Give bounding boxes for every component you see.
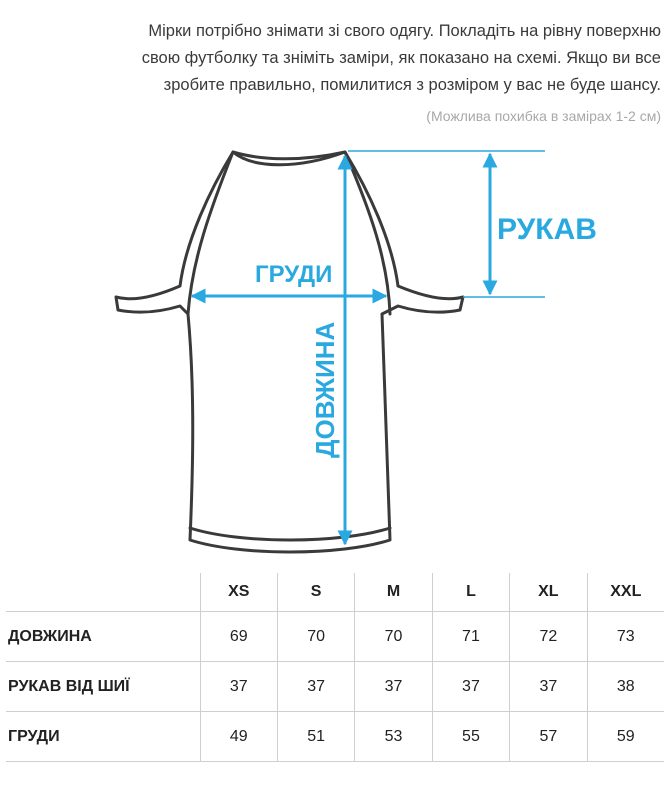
size-header-xs: XS [200, 573, 277, 612]
intro-line-2: свою футболку та зніміть заміри, як показано на схемі. Якщо ви все [141, 49, 661, 67]
length-label: ДОВЖИНА [310, 321, 340, 458]
intro-line-3: зробите правильно, помилитися з розміром у вас не буде шансу. [163, 76, 661, 94]
table-cell: 37 [200, 662, 277, 712]
table-cell: 55 [432, 712, 509, 762]
table-cell: 72 [510, 612, 587, 662]
table-cell: 53 [355, 712, 432, 762]
size-header-s: S [277, 573, 354, 612]
table-cell: 57 [510, 712, 587, 762]
row-label: РУКАВ ВІД ШИЇ [6, 662, 200, 712]
size-header-xl: XL [510, 573, 587, 612]
chest-measurement [192, 261, 386, 296]
table-cell: 49 [200, 712, 277, 762]
row-label: ДОВЖИНА [6, 612, 200, 662]
table-cell: 38 [587, 662, 664, 712]
table-cell: 37 [432, 662, 509, 712]
intro-text [21, 18, 661, 99]
tshirt-outline [116, 152, 463, 552]
table-cell: 51 [277, 712, 354, 762]
size-header-xxl: XXL [587, 573, 664, 612]
table-cell: 37 [510, 662, 587, 712]
tshirt-hem [190, 528, 390, 540]
table-cell: 59 [587, 712, 664, 762]
table-cell: 71 [432, 612, 509, 662]
table-row-length [6, 612, 664, 662]
table-cell: 69 [200, 612, 277, 662]
table-row-chest [6, 712, 664, 762]
tshirt-body [116, 152, 463, 552]
table-cell: 73 [587, 612, 664, 662]
table-row-sleeve [6, 662, 664, 712]
table-cell: 70 [277, 612, 354, 662]
table-cell: 70 [355, 612, 432, 662]
size-header-l: L [432, 573, 509, 612]
measurement-note: (Можлива похибка в замірах 1-2 см) [426, 108, 661, 124]
tshirt-measurement-diagram [100, 140, 597, 560]
size-header-row [6, 573, 664, 612]
size-table [6, 573, 664, 762]
intro-line-1: Мірки потрібно знімати зі свого одягу. Покладіть на рівну поверхню [148, 22, 661, 40]
table-cell: 37 [355, 662, 432, 712]
chest-label: ГРУДИ [255, 261, 333, 288]
header-corner [6, 573, 200, 612]
sleeve-label: РУКАВ [497, 213, 597, 246]
table-cell: 37 [277, 662, 354, 712]
length-measurement [310, 156, 345, 544]
size-header-m: M [355, 573, 432, 612]
row-label: ГРУДИ [6, 712, 200, 762]
